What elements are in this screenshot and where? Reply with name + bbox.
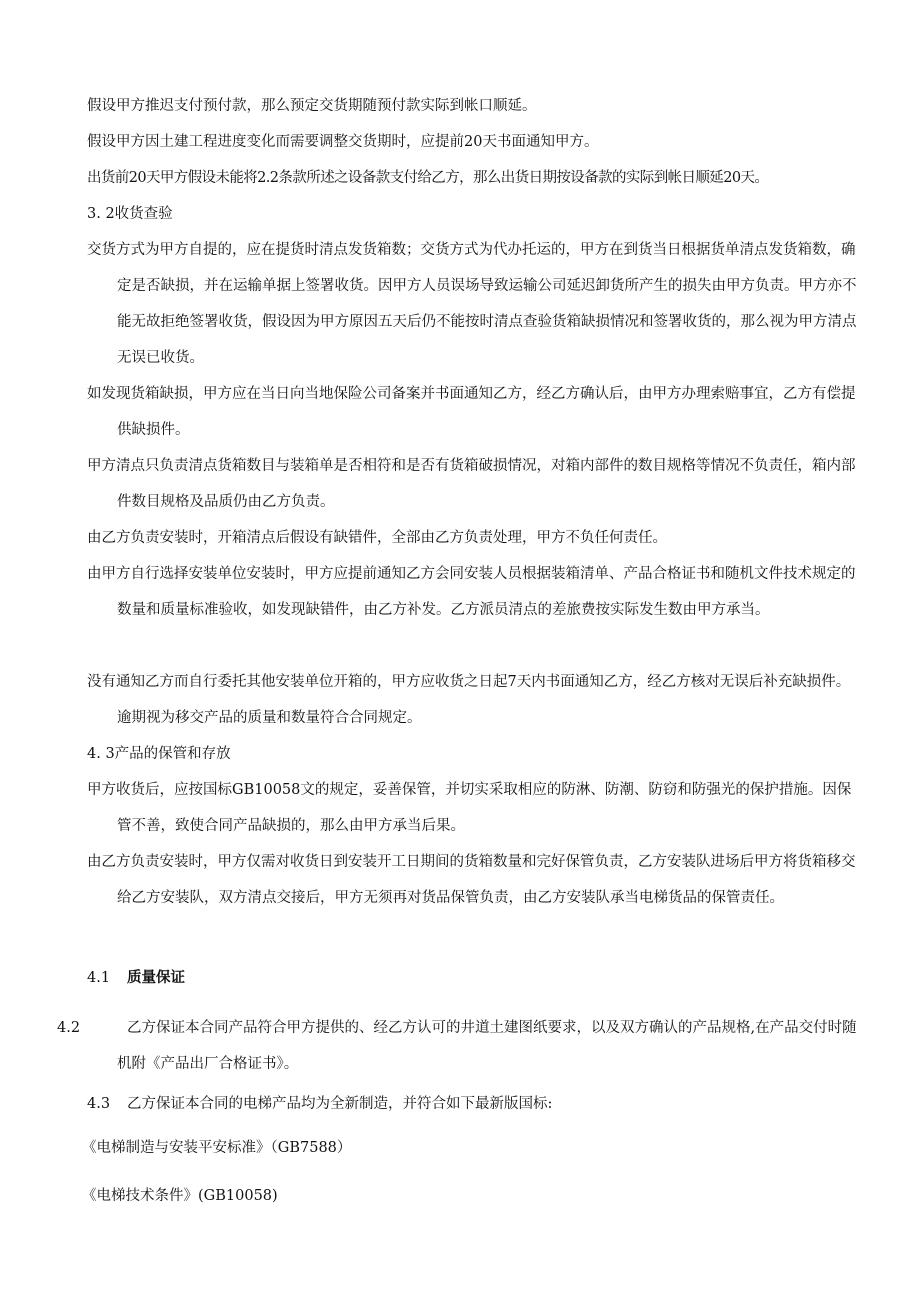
section-text: 乙方保证本合同产品符合甲方提供的、经乙方认可的井道土建图纸要求，以及双方确认的产品规格,在产品交付时随机附《产品出厂合格证书》。 [117, 1020, 857, 1072]
paragraph: 甲方清点只负责清点货箱数目与装箱单是否相符和是否有货箱破损情况，对箱内部件的数目规格等情况不负责任，箱内部件数目规格及品质仍由乙方负责。 [87, 458, 856, 510]
section-text: 乙方保证本合同的电梯产品均为全新制造，并符合如下最新版国标: [127, 1096, 553, 1112]
paragraph: 如发现货箱缺损，甲方应在当日向当地保险公司备案并书面通知乙方，经乙方确认后，由甲方办理索赔事宜，乙方有偿提供缺损件。 [87, 386, 856, 438]
paragraph: 由甲方自行选择安装单位安装时，甲方应提前通知乙方会同安装人员根据装箱清单、产品合格证书和随机文件技术规定的数量和质量标准验收，如发现缺错件，由乙方补发。乙方派员清点的差旅费按实际发生数由甲方承当。 [87, 566, 856, 618]
standard-item: 《电梯技术条件》(GB10058) [82, 1188, 278, 1204]
paragraph: 交货方式为甲方自提的，应在提货时清点发货箱数；交货方式为代办托运的，甲方在到货当日根据货单清点发货箱数，确定是否缺损，并在运输单据上签署收货。因甲方人员误场导致运输公司延迟卸货所产生的损失由甲方负责。甲方亦不能无故拒绝签署收货，假设因为甲方原因五天后仍不能按时清点查验货箱缺损情况和签署收货的，那么视为甲方清点无误已收货。 [87, 242, 857, 366]
standard-item: 《电梯制造与安装平安标准》（GB7588） [82, 1140, 352, 1156]
paragraph: 出货前20天甲方假设未能将2.2条款所述之设备款支付给乙方，那么出货日期按设备款的实际到帐日顺延20天。 [87, 170, 769, 186]
section-heading-4-1 [87, 960, 831, 996]
paragraph: 甲方收货后，应按国标GB10058文的规定，妥善保管，并切实采取相应的防淋、防潮、防窃和防强光的保护措施。因保管不善，致使合同产品缺损的，那么由甲方承当后果。 [87, 782, 852, 834]
paragraph: 假设甲方推迟支付预付款，那么预定交货期随预付款实际到帐口顺延。 [87, 98, 537, 114]
section-4-2 [57, 1010, 861, 1082]
paragraph: 由乙方负责安装时，开箱清点后假设有缺错件，全部由乙方负责处理，甲方不负任何责任。 [87, 530, 667, 546]
section-heading-4-3: 4. 3产品的保管和存放 [87, 746, 231, 762]
section-title: 质量保证 [127, 970, 185, 986]
section-number: 4.2 [57, 1020, 81, 1036]
section-number: 4.1 [87, 970, 111, 986]
paragraph: 没有通知乙方而自行委托其他安装单位开箱的，甲方应收货之日起7天内书面通知乙方，经乙方核对无误后补充缺损件。逾期视为移交产品的质量和数量符合合同规定。 [87, 674, 851, 726]
section-heading-3-2: 3. 2收货查验 [87, 206, 173, 222]
section-number: 4.3 [87, 1096, 111, 1112]
paragraph: 由乙方负责安装时，甲方仅需对收货日到安装开工日期间的货箱数量和完好保管负责，乙方安装队进场后甲方将货箱移交给乙方安装队，双方清点交接后，甲方无须再对货品保管负责，由乙方安装队承当电梯货品的保管责任。 [87, 854, 856, 906]
paragraph: 假设甲方因土建工程进度变化而需要调整交货期时，应提前20天书面通知甲方。 [87, 134, 599, 150]
section-4-3 [87, 1086, 831, 1122]
